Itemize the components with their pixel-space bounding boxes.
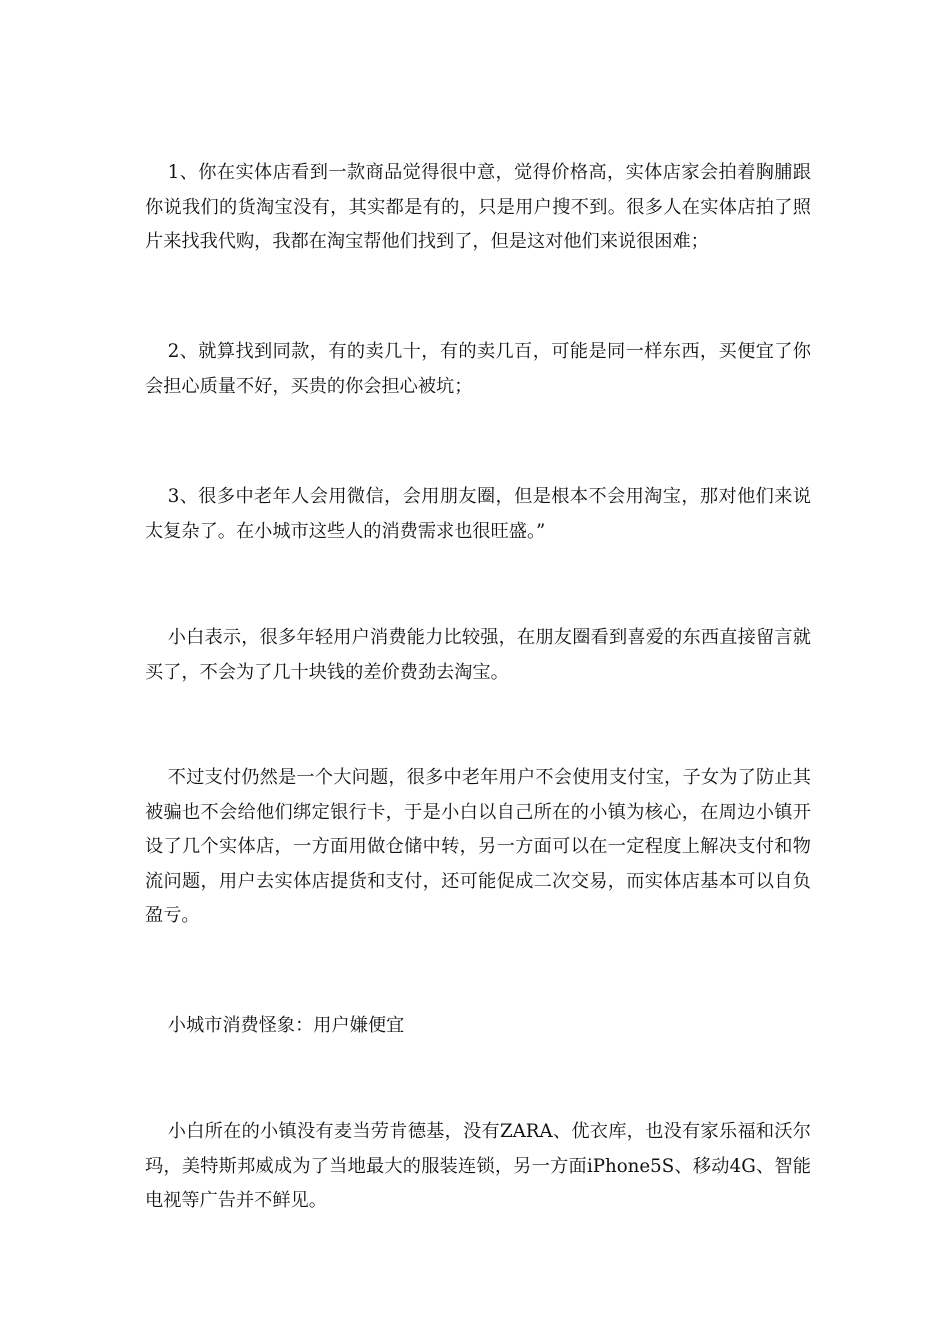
paragraph-point-1: 1、你在实体店看到一款商品觉得很中意，觉得价格高，实体店家会拍着胸脯跟你说我们的货淘宝没有，其实都是有的，只是用户搜不到。很多人在实体店拍了照片来找我代购，我都在淘宝帮他们找到了，但是这对他们来说很困难； — [145, 162, 811, 252]
paragraph-point-3: 3、很多中老年人会用微信，会用朋友圈，但是根本不会用淘宝，那对他们来说太复杂了。在小城市这些人的消费需求也很旺盛。” — [145, 486, 811, 542]
section-heading: 小城市消费怪象：用户嫌便宜 — [167, 1015, 405, 1036]
paragraph-young-users: 小白表示，很多年轻用户消费能力比较强，在朋友圈看到喜爱的东西直接留言就买了，不会为了几十块钱的差价费劲去淘宝。 — [145, 627, 811, 683]
paragraph-payment-issue: 不过支付仍然是一个大问题，很多中老年用户不会使用支付宝，子女为了防止其被骗也不会给他们绑定银行卡，于是小白以自己所在的小镇为核心，在周边小镇开设了几个实体店，一方面用做仓储中转，另一方面可以在一定程度上解决支付和物流问题，用户去实体店提货和支付，还可能促成二次交易，而实体店基本可以自负盈亏。 — [145, 767, 811, 926]
paragraph-point-2: 2、就算找到同款，有的卖几十，有的卖几百，可能是同一样东西，买便宜了你会担心质量不好，买贵的你会担心被坑； — [145, 341, 811, 397]
paragraph-small-town: 小白所在的小镇没有麦当劳肯德基，没有ZARA、优衣库，也没有家乐福和沃尔玛，美特斯邦威成为了当地最大的服装连锁，另一方面iPhone5S、移动4G、智能电视等广告并不鲜见。 — [145, 1121, 811, 1211]
